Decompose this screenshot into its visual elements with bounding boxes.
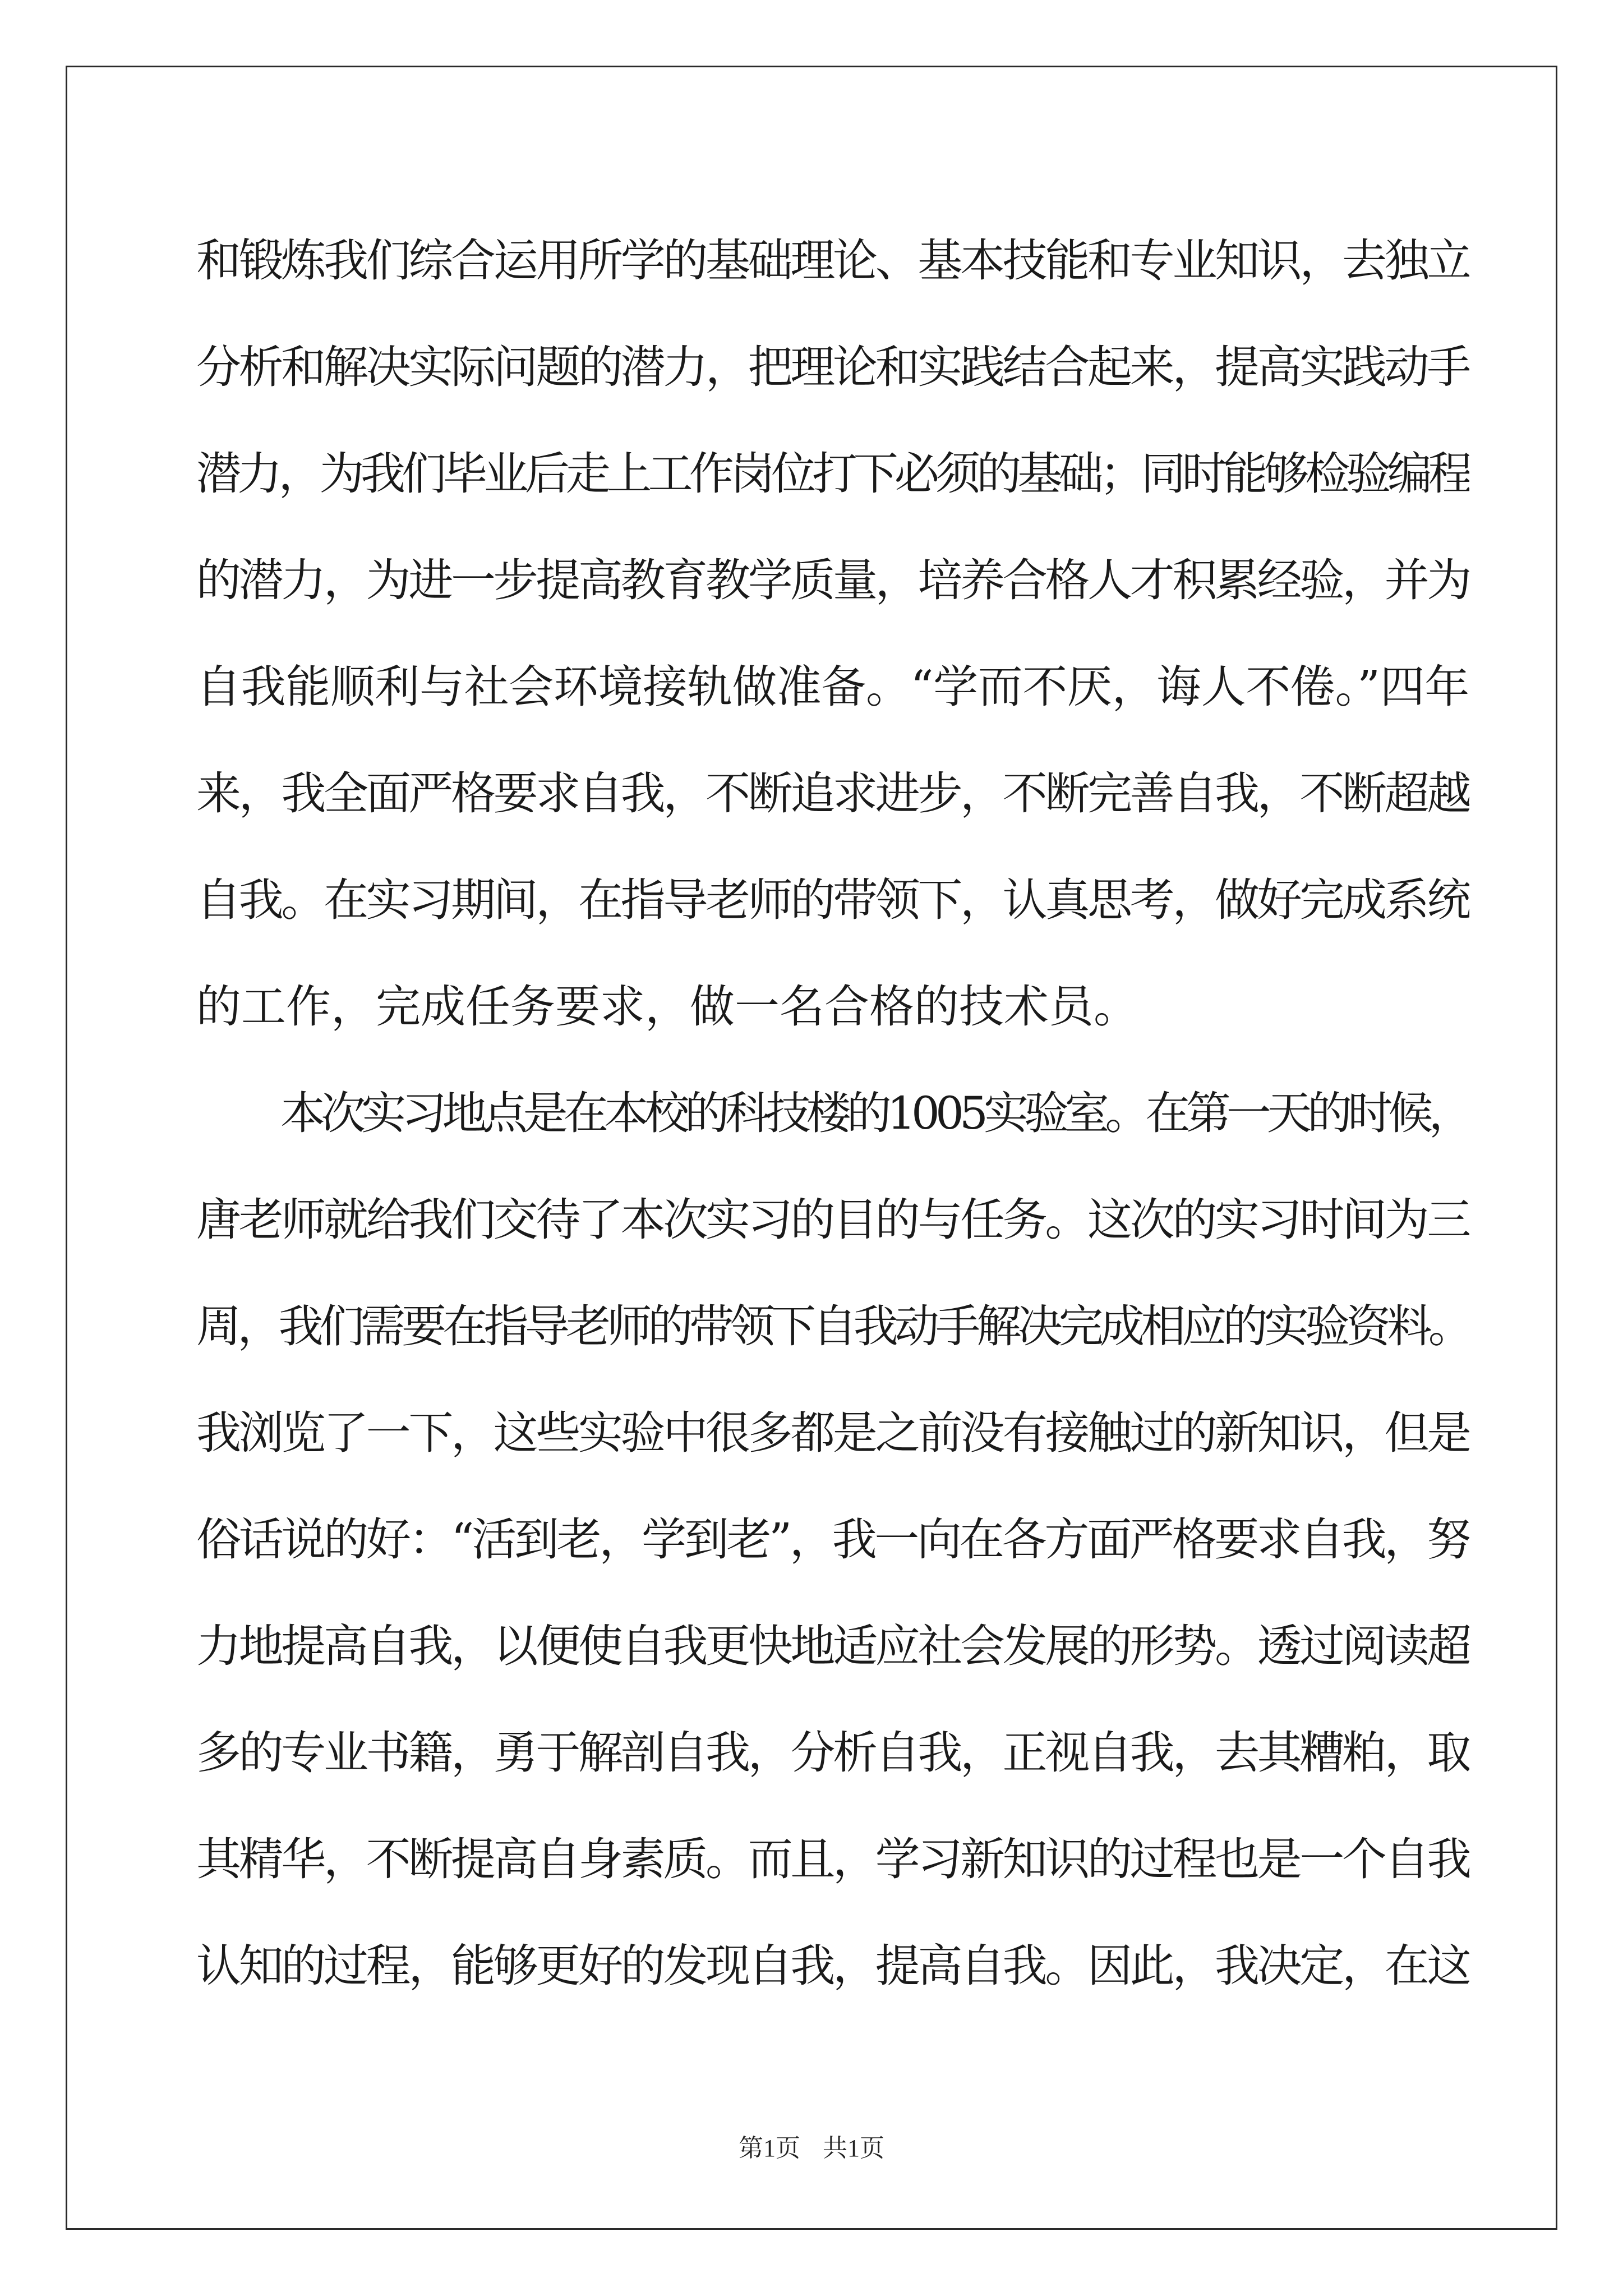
text-line: 本次实习地点是在本校的科技楼的1005实验室。在第一天的时候， [280, 1087, 1469, 1139]
text-line: 自我能顺利与社会环境接轨做准备。“学而不厌，诲人不倦。”四年 [196, 661, 1469, 713]
document-body [196, 208, 1469, 2019]
text-line: 力地提高自我，以便使自我更快地适应社会发展的形势。透过阅读超 [196, 1620, 1469, 1672]
text-line: 其精华，不断提高自身素质。而且，学习新知识的过程也是一个自我 [196, 1833, 1469, 1885]
text-line: 我浏览了一下，这些实验中很多都是之前没有接触过的新知识，但是 [196, 1407, 1469, 1459]
text-line: 周，我们需要在指导老师的带领下自我动手解决完成相应的实验资料。 [196, 1300, 1469, 1352]
text-line: 来，我全面严格要求自我，不断追求进步，不断完善自我，不断超越 [196, 767, 1469, 820]
text-line: 的工作，完成任务要求，做一名合格的技术员。 [196, 981, 1138, 1033]
text-line: 多的专业书籍，勇于解剖自我，分析自我，正视自我，去其糟粕，取 [196, 1727, 1469, 1779]
text-line: 自我。在实习期间，在指导老师的带领下，认真思考，做好完成系统 [196, 874, 1469, 926]
text-line: 俗话说的好：“活到老，学到老”，我一向在各方面严格要求自我，努 [196, 1513, 1469, 1566]
text-line: 潜力，为我们毕业后走上工作岗位打下必须的基础；同时能够检验编程 [196, 448, 1469, 500]
text-line: 和锻炼我们综合运用所学的基础理论、基本技能和专业知识，去独立 [196, 234, 1469, 287]
text-line: 唐老师就给我们交待了本次实习的目的与任务。这次的实习时间为三 [196, 1194, 1469, 1246]
text-line: 认知的过程，能够更好的发现自我，提高自我。因此，我决定，在这 [196, 1940, 1469, 1992]
text-line: 分析和解决实际问题的潜力，把理论和实践结合起来，提高实践动手 [196, 341, 1469, 393]
page-number: 第1页 [739, 2134, 800, 2162]
page-total: 共1页 [823, 2134, 884, 2162]
text-line: 的潜力，为进一步提高教育教学质量，培养合格人才积累经验，并为 [196, 554, 1469, 606]
page-footer [0, 2132, 1623, 2165]
